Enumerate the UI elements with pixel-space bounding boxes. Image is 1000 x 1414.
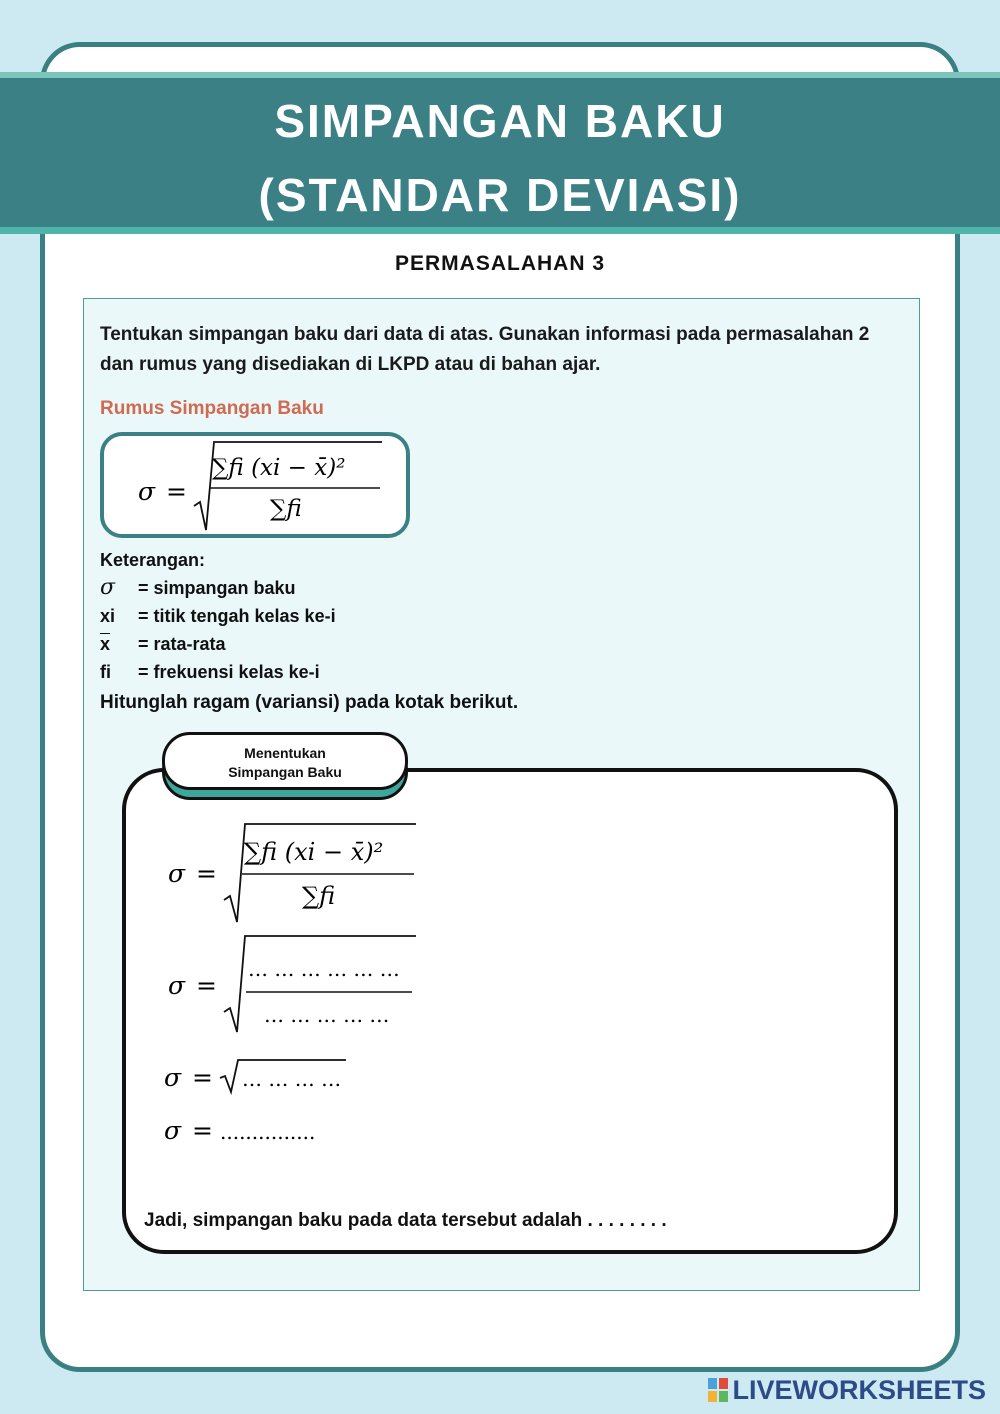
step1-denominator: ∑fi [302, 882, 336, 910]
step4-result-blank[interactable]: ............... [220, 1120, 316, 1144]
title-line-2: (STANDAR DEVIASI) [258, 169, 742, 221]
legend-row-xbar [100, 630, 336, 658]
step1-numerator: ∑fi (xi − x̄)² [244, 838, 384, 866]
step4-equals: = [192, 1116, 213, 1145]
formula-denominator: ∑fi [270, 496, 302, 522]
formula-equals: = [166, 477, 187, 506]
legend-row-fi [100, 658, 336, 686]
legend-desc-xbar: = rata-rata [138, 634, 226, 654]
step3-equals: = [192, 1063, 213, 1092]
step4-sigma: σ [164, 1116, 182, 1145]
formula-heading: Rumus Simpangan Baku [100, 398, 324, 419]
formula-box [100, 432, 410, 538]
work-tab [162, 732, 408, 790]
legend-row-xi [100, 602, 336, 630]
liveworksheets-logo-icon [708, 1378, 728, 1402]
formula-std-dev [104, 436, 406, 534]
conclusion-line[interactable]: Jadi, simpangan baku pada data tersebut adalah . . . . . . . . [144, 1210, 667, 1231]
step2-formula[interactable] [160, 930, 430, 1040]
liveworksheets-text: LIVEWORKSHEETS [732, 1374, 986, 1405]
legend-symbol-fi: fi [100, 662, 111, 682]
tab-line-2: Simpangan Baku [228, 764, 342, 780]
step3-formula[interactable] [160, 1052, 360, 1096]
legend-symbol-sigma: σ [100, 575, 116, 600]
formula-sigma: σ [138, 477, 156, 506]
formula-numerator: ∑fi (xi − x̄)² [212, 455, 346, 481]
title-banner [0, 72, 1000, 234]
legend-desc-fi: = frekuensi kelas ke-i [138, 662, 320, 682]
legend-desc-xi: = titik tengah kelas ke-i [138, 606, 336, 626]
legend-symbol-xi: xi [100, 606, 116, 626]
problem-title: PERMASALAHAN 3 [394, 252, 605, 275]
step4-formula[interactable] [160, 1108, 360, 1148]
legend [100, 546, 336, 686]
legend-symbol-xbar: $\overline{x}$ [100, 634, 111, 654]
step3-sigma: σ [164, 1063, 182, 1092]
step1-formula [160, 818, 430, 928]
liveworksheets-brand [708, 1374, 986, 1406]
problem-instructions: Tentukan simpangan baku dari data di atas. Gunakan informasi pada permasalahan 2 dan rumus yang disediakan di LKPD atau di bahan ajar. [100, 324, 870, 375]
step2-sigma: σ [168, 971, 186, 1000]
legend-row-sigma [100, 574, 336, 602]
step1-equals: = [196, 859, 217, 888]
task-instruction: Hitunglah ragam (variansi) pada kotak berikut. [100, 692, 519, 713]
step3-radicand-blank[interactable]: … … … … [242, 1067, 342, 1091]
step1-sigma: σ [168, 859, 186, 888]
step2-denominator-blank[interactable]: … … … … … [264, 1003, 390, 1027]
step2-numerator-blank[interactable]: … … … … … … [248, 957, 400, 981]
legend-title: Keterangan: [100, 550, 206, 570]
title-line-1: SIMPANGAN BAKU [274, 95, 726, 147]
tab-line-1: Menentukan [244, 745, 326, 761]
step2-equals: = [196, 971, 217, 1000]
legend-desc-sigma: = simpangan baku [138, 578, 296, 598]
